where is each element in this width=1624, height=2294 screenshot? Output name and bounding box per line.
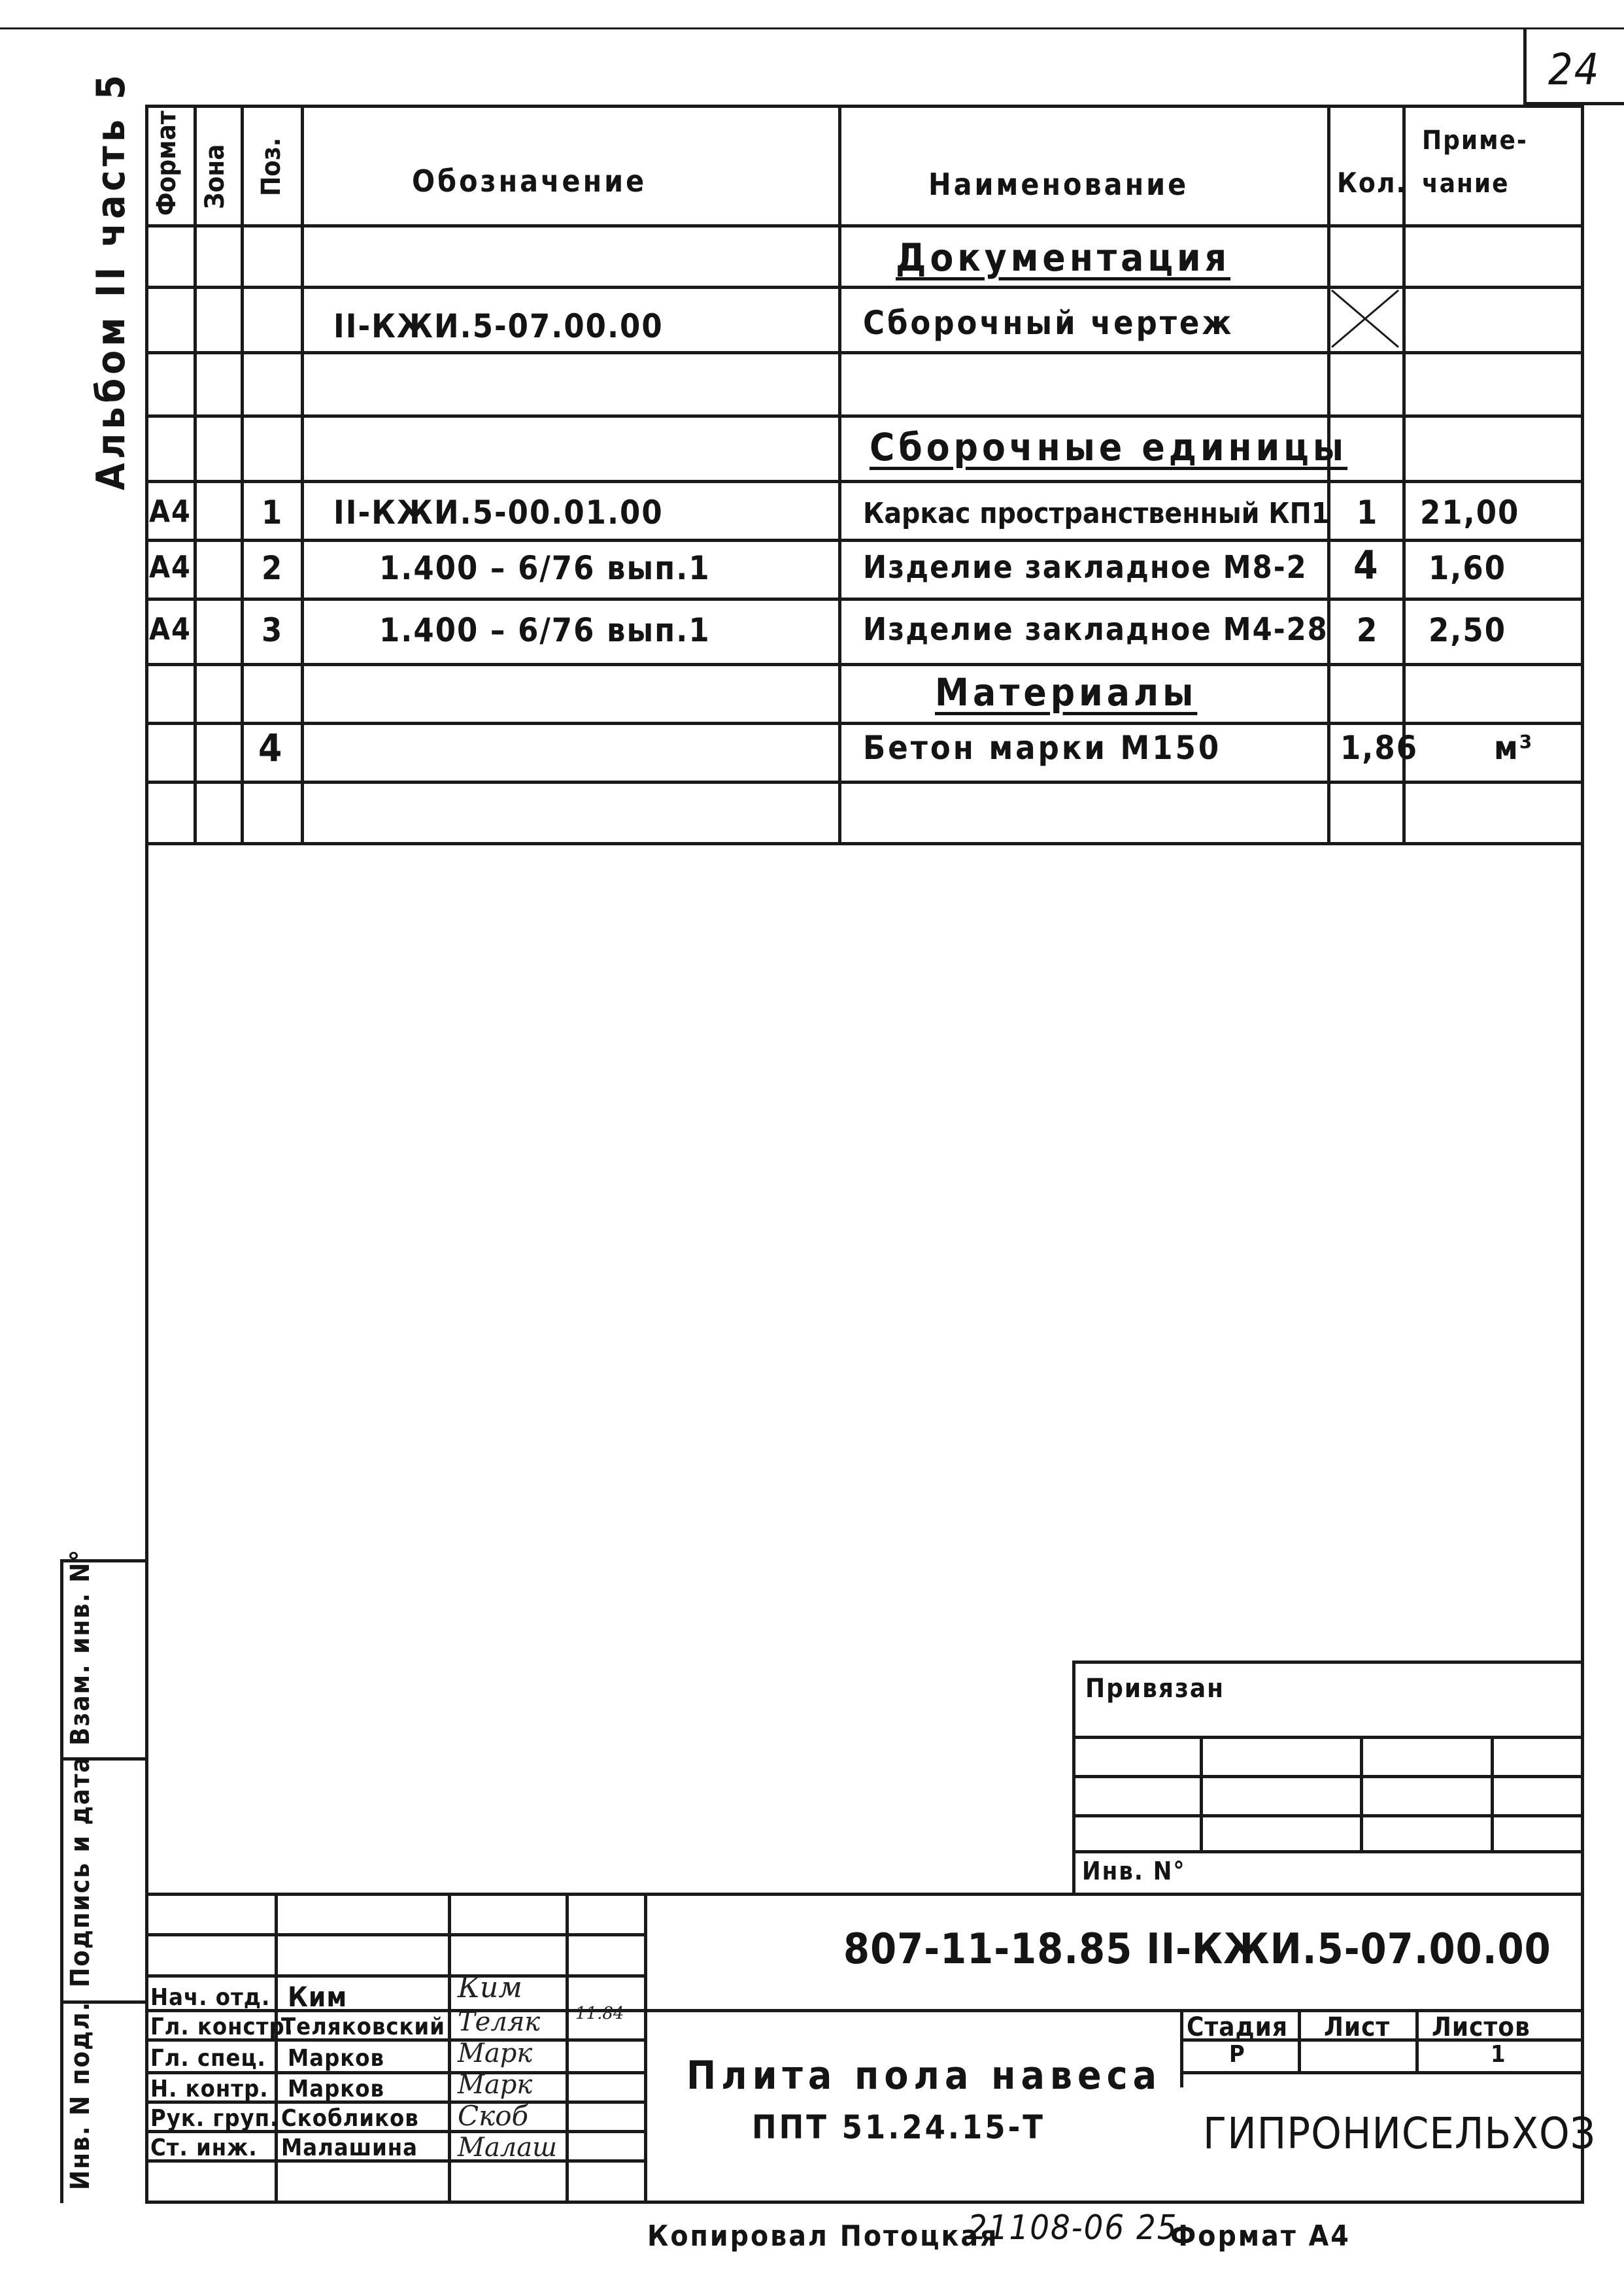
row2-note: 1,60 xyxy=(1429,549,1506,587)
sheets-value: 1 xyxy=(1491,2041,1506,2068)
header-designation: Обозначение xyxy=(412,163,647,199)
margin-label-sign-date: Подпись и дата xyxy=(65,1755,95,1987)
col-line-name xyxy=(1327,105,1330,845)
binding-line-1 xyxy=(1072,1736,1584,1739)
sig-col-sign xyxy=(566,1893,569,2203)
binding-inv-label: Инв. N° xyxy=(1082,1857,1186,1885)
binding-col-3 xyxy=(1491,1736,1494,1853)
signature-4: Марк xyxy=(458,2070,533,2100)
margin-label-inv-orig: Инв. N подл. xyxy=(65,2000,95,2190)
stage-value: Р xyxy=(1229,2041,1245,2068)
row-line-2 xyxy=(145,351,1584,354)
row-line-8 xyxy=(145,722,1584,725)
row4-note: м³ xyxy=(1494,729,1534,767)
section-assembly-units: Сборочные единицы xyxy=(870,425,1347,469)
document-code: 807-11-18.85 II-КЖИ.5-07.00.00 xyxy=(843,1925,1551,1974)
signatory-role-6: Ст. инж. xyxy=(150,2134,258,2161)
row2-name: Изделие закладное М8-2 xyxy=(863,549,1308,586)
row3-pos: 3 xyxy=(262,611,284,649)
signatory-name-2: Теляковский xyxy=(281,2014,445,2040)
row1-format: А4 xyxy=(149,494,192,529)
document-title-line1: Плита пола навеса xyxy=(686,2053,1162,2099)
stage-block-bottom xyxy=(1180,2071,1584,2074)
stage-col-1 xyxy=(1298,2009,1301,2074)
row2-qty: 4 xyxy=(1353,543,1379,588)
header-name: Наименование xyxy=(928,167,1189,202)
row-line-6 xyxy=(145,598,1584,601)
header-qty: Кол. xyxy=(1337,167,1407,199)
margin-label-album: Альбом II часть 5 xyxy=(88,71,134,490)
sig-row-a xyxy=(145,1933,644,1936)
binding-col-2 xyxy=(1360,1736,1363,1853)
row4-pos: 4 xyxy=(258,726,284,770)
row1-qty: 1 xyxy=(1357,494,1379,531)
row2-pos: 2 xyxy=(262,549,284,587)
header-pos: Поз. xyxy=(256,137,286,196)
stage-block-left xyxy=(1180,2009,1183,2087)
signatory-name-6: Малашина xyxy=(281,2134,418,2161)
document-title-line2: ППТ 51.24.15-Т xyxy=(752,2108,1045,2146)
col-line-format xyxy=(194,105,197,845)
row3-qty: 2 xyxy=(1357,611,1379,649)
col-line-zone xyxy=(241,105,244,845)
row3-name: Изделие закладное М4-28 xyxy=(863,611,1328,648)
row3-format: А4 xyxy=(149,611,192,647)
sheet-label: Лист xyxy=(1324,2012,1391,2042)
row-line-9 xyxy=(145,781,1584,784)
header-format: Формат xyxy=(152,110,182,216)
row1-designation: II-КЖИ.5-00.01.00 xyxy=(333,494,664,531)
signature-2: Теляк xyxy=(458,2007,541,2037)
signatory-role-4: Н. контр. xyxy=(150,2076,269,2102)
sig-col-name xyxy=(448,1893,451,2203)
row2-format: А4 xyxy=(149,549,192,584)
row1-name: Каркас пространственный КП1 xyxy=(863,497,1330,530)
row3-designation: 1.400 – 6/76 вып.1 xyxy=(379,611,711,649)
top-rule xyxy=(0,27,1624,29)
row2-designation: 1.400 – 6/76 вып.1 xyxy=(379,549,711,587)
signatory-name-3: Марков xyxy=(288,2045,385,2072)
binding-label: Привязан xyxy=(1085,1674,1225,1704)
row-drawing-name: Сборочный чертеж xyxy=(863,304,1234,342)
col-line-pos xyxy=(301,105,304,845)
sig-col-role xyxy=(275,1893,278,2203)
binding-col-1 xyxy=(1200,1736,1203,1853)
title-block-divider xyxy=(644,1893,647,2203)
header-note-line1: Приме- xyxy=(1422,126,1528,156)
table-bottom xyxy=(145,842,1584,845)
signature-6: Малаш xyxy=(458,2133,558,2163)
sig-row-b xyxy=(145,1974,644,1978)
header-zone: Зона xyxy=(200,144,230,209)
header-bottom xyxy=(145,224,1584,228)
frame-left xyxy=(145,105,148,2203)
stage-label: Стадия xyxy=(1187,2012,1288,2042)
signatory-name-1: Ким xyxy=(288,1981,348,2013)
sheets-label: Листов xyxy=(1432,2012,1531,2042)
signatory-name-5: Скобликов xyxy=(281,2105,419,2132)
row-line-5 xyxy=(145,539,1584,542)
footer-copied-by: Копировал Потоцкая xyxy=(647,2219,999,2253)
margin-label-replace-inv: Взам. инв. N° xyxy=(65,1548,95,1746)
stage-col-2 xyxy=(1415,2009,1419,2074)
qty-cross-mark xyxy=(1329,288,1401,350)
binding-line-2 xyxy=(1072,1775,1584,1778)
row3-note: 2,50 xyxy=(1429,611,1506,649)
footer-format: Формат А4 xyxy=(1170,2219,1351,2253)
section-documentation: Документация xyxy=(896,235,1231,280)
row4-qty: 1,86 xyxy=(1340,729,1418,767)
frame-right xyxy=(1581,105,1584,2203)
signatory-role-2: Гл. констр. xyxy=(150,2014,294,2040)
binding-line-3 xyxy=(1072,1814,1584,1817)
footer-inventory: 21108-06 25 xyxy=(968,2208,1178,2248)
signatory-name-4: Марков xyxy=(288,2076,385,2102)
row1-pos: 1 xyxy=(262,494,284,531)
signatory-role-1: Нач. отд. xyxy=(150,1984,271,2011)
row-line-7 xyxy=(145,663,1584,666)
margin-strip-left xyxy=(60,1559,63,2203)
signature-5: Скоб xyxy=(458,2100,529,2132)
row-drawing-designation: II-КЖИ.5-07.00.00 xyxy=(333,307,664,345)
header-note-line2: чание xyxy=(1422,169,1510,199)
title-block-top xyxy=(145,1893,1584,1896)
binding-top xyxy=(1072,1661,1584,1664)
binding-left xyxy=(1072,1661,1075,1896)
signature-date: 11.84 xyxy=(575,2004,624,2023)
binding-line-4 xyxy=(1072,1850,1584,1853)
col-line-designation xyxy=(838,105,841,845)
section-materials: Материалы xyxy=(935,670,1198,715)
signature-3: Марк xyxy=(458,2038,533,2068)
frame-bottom xyxy=(145,2201,1584,2204)
sheet-number-box-left xyxy=(1523,27,1527,105)
sheet-number: 24 xyxy=(1548,44,1600,95)
signatory-role-5: Рук. груп. xyxy=(150,2105,279,2132)
table-top xyxy=(145,105,1584,108)
row1-note: 21,00 xyxy=(1420,494,1520,531)
row-line-4 xyxy=(145,480,1584,483)
row4-name: Бетон марки М150 xyxy=(863,729,1222,767)
organization-name: ГИПРОНИСЕЛЬХОЗ xyxy=(1203,2108,1596,2159)
signatory-role-3: Гл. спец. xyxy=(150,2045,266,2072)
row-line-3 xyxy=(145,414,1584,418)
signature-1: Ким xyxy=(458,1971,522,2004)
